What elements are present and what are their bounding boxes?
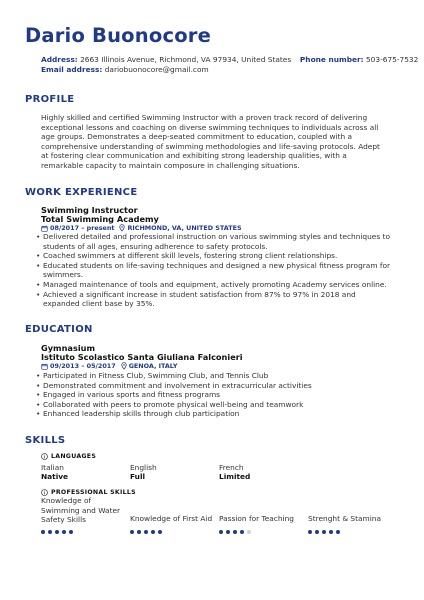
school-meta [41,362,178,370]
list-item: • Achieved a significant increase in student satisfaction from 87% to 97% in 2018 and expanded client base by 35%. [36,290,391,309]
rating-dot-filled [219,530,223,534]
contact-line-2 [41,65,209,74]
phone-value: 503-675-7532 [365,55,419,64]
skill-rating [219,530,251,534]
profile-text: Highly skilled and certified Swimming Instructor with a proven track record of delivering exceptional lessons and coaching on diverse swimming techniques to individuals across all age groups. Demonstrates a deep-seated commitment to education, coupled with a comprehensive understanding of swimming methodologies and life-saving protocols. Adept at fostering clear communication and exhibiting strong leadership qualities, with a remarkable capacity to maintain composure in challenging situations. [41,113,380,170]
email-value[interactable]: dariobuonocore@gmail.com [104,65,209,74]
rating-dot-filled [226,530,230,534]
skill-name: Passion for Teaching [219,514,294,523]
job-title: Swimming Instructor [41,205,138,215]
resume-name: Dario Buonocore [25,24,212,47]
job-employer: Total Swimming Academy [41,214,159,224]
location-pin-icon [121,362,127,370]
skill-rating [41,530,73,534]
rating-dot-filled [240,530,244,534]
language-name: English [130,463,157,472]
rating-dot-filled [158,530,162,534]
email-label: Email address: [41,65,103,74]
work-experience-heading: WORK EXPERIENCE [25,187,138,198]
list-item: • Educated students on life-saving techniques and designed a new physical fitness program for swimmers. [36,261,391,280]
rating-dot-filled [130,530,134,534]
skill-rating [130,530,162,534]
rating-dot-empty [247,530,251,534]
job-meta [41,224,242,232]
language-level: Full [130,472,146,481]
languages-subheading [41,453,96,460]
list-item: • Managed maintenance of tools and equipment, actively promoting Academy services online. [36,280,391,290]
language-level: Native [41,472,69,481]
job-dates: 08/2017 – present [50,224,115,232]
info-circle-icon [41,489,48,496]
languages-label: LANGUAGES [51,453,97,460]
rating-dot-filled [233,530,237,534]
rating-dot-filled [41,530,45,534]
list-item: • Participated in Fitness Club, Swimming Club, and Tennis Club [36,371,391,381]
school-bullets [36,371,391,419]
job-location: RICHMOND, VA, UNITED STATES [127,224,242,232]
rating-dot-filled [151,530,155,534]
rating-dot-filled [329,530,333,534]
job-bullets [36,232,391,309]
skill-name: Strenght & Stamina [308,514,382,523]
rating-dot-filled [62,530,66,534]
phone-label: Phone number: [299,55,364,64]
professional-skills-label: PROFESSIONAL SKILLS [51,489,136,496]
rating-dot-filled [48,530,52,534]
rating-dot-filled [69,530,73,534]
rating-dot-filled [137,530,141,534]
list-item: • Enhanced leadership skills through club participation [36,409,391,419]
rating-dot-filled [308,530,312,534]
info-circle-icon [41,453,48,460]
language-name: Italian [41,463,64,472]
address-value: 2663 Illinois Avenue, Richmond, VA 97934, United States [80,55,292,64]
list-item: • Engaged in various sports and fitness programs [36,390,391,400]
contact-line-1 [41,55,418,64]
list-item: • Demonstrated commitment and involvement in extracurricular activities [36,381,391,391]
rating-dot-filled [55,530,59,534]
school-title: Gymnasium [41,343,95,353]
calendar-icon [41,363,48,370]
list-item: • Coached swimmers at different skill levels, fostering strong client relationships. [36,251,391,261]
rating-dot-filled [336,530,340,534]
skill-name: Knowledge of Swimming and Water Safety Skills [41,496,121,525]
skills-heading: SKILLS [25,435,66,446]
rating-dot-filled [144,530,148,534]
rating-dot-filled [315,530,319,534]
school-dates: 09/2013 – 05/2017 [50,362,116,370]
list-item: • Delivered detailed and professional instruction on various swimming styles and techniques to students of all ages, ensuring adherence to safety protocols. [36,232,391,251]
list-item: • Collaborated with peers to promote physical well-being and teamwork [36,400,391,410]
language-name: French [219,463,244,472]
education-heading: EDUCATION [25,324,93,335]
language-level: Limited [219,472,251,481]
address-label: Address: [41,55,78,64]
rating-dot-filled [322,530,326,534]
calendar-icon [41,225,48,232]
skill-rating [308,530,340,534]
school-name: Istituto Scolastico Santa Giuliana Falconieri [41,352,243,362]
school-location: GENOA, ITALY [128,362,178,370]
skill-name: Knowledge of First Aid [130,514,213,523]
profile-heading: PROFILE [25,94,75,105]
location-pin-icon [119,224,125,232]
professional-skills-subheading [41,489,136,496]
